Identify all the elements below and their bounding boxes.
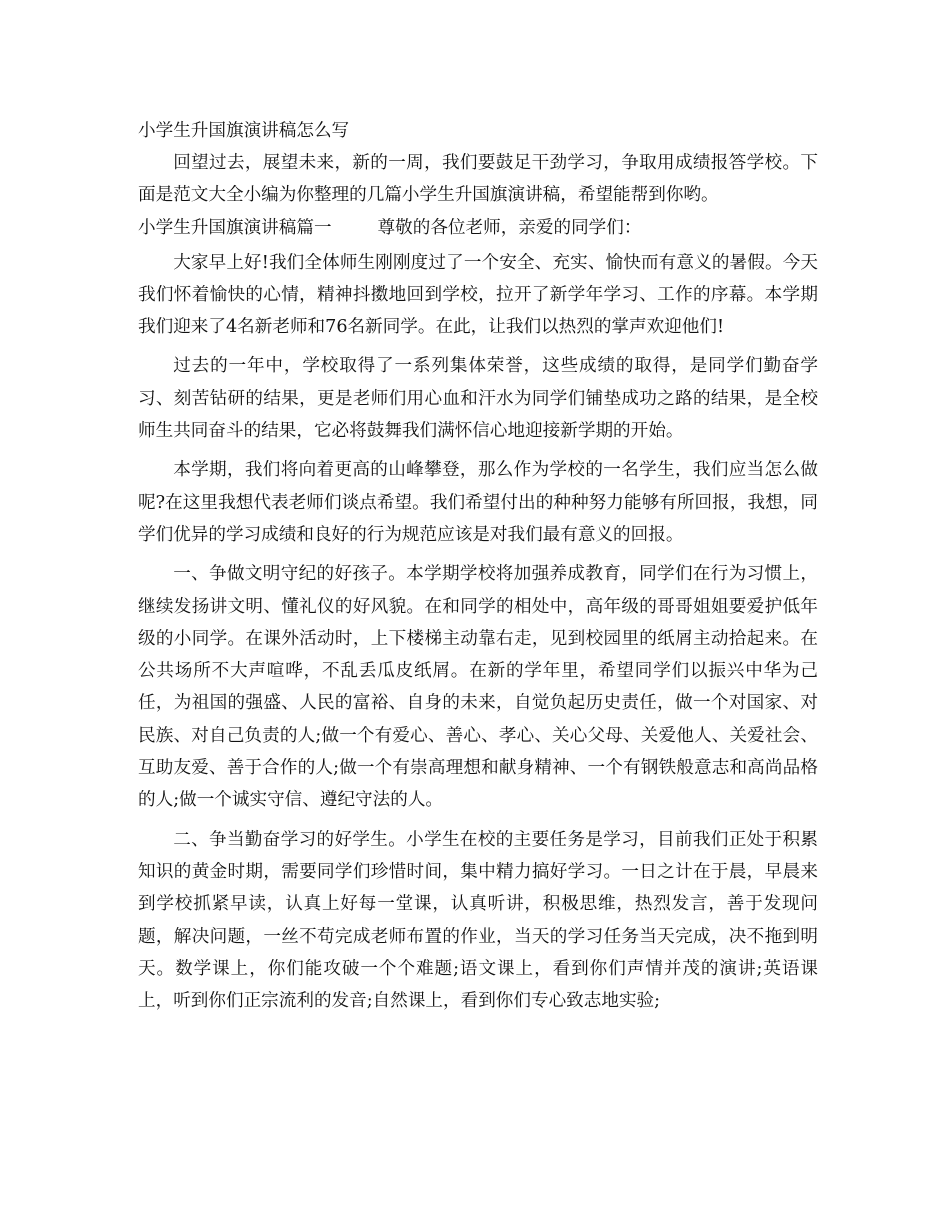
body-paragraph: 一、争做文明守纪的好孩子。本学期学校将加强养成教育，同学们在行为习惯上，继续发扬讲文明、懂礼仪的好风貌。在和同学的相处中，高年级的哥哥姐姐要爱护低年级的小同学。在课外活动时，上下楼梯主动靠右走，见到校园里的纸屑主动拾起来。在公共场所不大声喧哗，不乱丢瓜皮纸屑。在新的学年里，希望同学们以振兴中华为己任，为祖国的强盛、人民的富裕、自身的未来，自觉负起历史责任，做一个对国家、对民族、对自己负责的人;做一个有爱心、善心、孝心、关心父母、关爱他人、关爱社会、互助友爱、善于合作的人;做一个有崇高理想和献身精神、一个有钢铁般意志和高尚品格的人;做一个诚实守信、遵纪守法的人。 xyxy=(138,564,818,811)
intro-paragraph: 回望过去，展望未来，新的一周，我们要鼓足干劲学习，争取用成绩报答学校。下面是范文大全小编为你整理的几篇小学生升国旗演讲稿，希望能帮到你哟。 xyxy=(138,153,818,206)
section-heading-line xyxy=(138,214,818,242)
body-paragraph: 二、争当勤奋学习的好学生。小学生在校的主要任务是学习，目前我们正处于积累知识的黄金时期，需要同学们珍惜时间，集中精力搞好学习。一日之计在于晨，早晨来到学校抓紧早读，认真上好每一堂课，认真听讲，积极思维，热烈发言，善于发现问题，解决问题，一丝不苟完成老师布置的作业，当天的学习任务当天完成，决不拖到明天。数学课上，你们能攻破一个个难题;语文课上，看到你们声情并茂的演讲;英语课上，听到你们正宗流利的发音;自然课上，看到你们专心致志地实验; xyxy=(138,829,818,1012)
document-title: 小学生升国旗演讲稿怎么写 xyxy=(138,121,350,141)
salutation: 尊敬的各位老师，亲爱的同学们： xyxy=(377,217,642,238)
body-paragraph: 过去的一年中，学校取得了一系列集体荣誉，这些成绩的取得，是同学们勤奋学习、刻苦钻研的结果，更是老师们用心血和汗水为同学们铺垫成功之路的结果，是全校师生共同奋斗的结果，它必将鼓舞我们满怀信心地迎接新学期的开始。 xyxy=(138,356,818,442)
body-paragraph: 本学期，我们将向着更高的山峰攀登，那么作为学校的一名学生，我们应当怎么做呢?在这里我想代表老师们谈点希望。我们希望付出的种种努力能够有所回报，我想，同学们优异的学习成绩和良好的行为规范应该是对我们最有意义的回报。 xyxy=(138,460,818,545)
section-heading: 小学生升国旗演讲稿篇一 xyxy=(138,217,332,238)
body-paragraph: 大家早上好!我们全体师生刚刚度过了一个安全、充实、愉快而有意义的暑假。今天我们怀着愉快的心情，精神抖擞地回到学校，拉开了新学年学习、工作的序幕。本学期我们迎来了4名新老师和76名新同学。在此，让我们以热烈的掌声欢迎他们! xyxy=(138,252,818,338)
document-body xyxy=(138,118,818,1024)
